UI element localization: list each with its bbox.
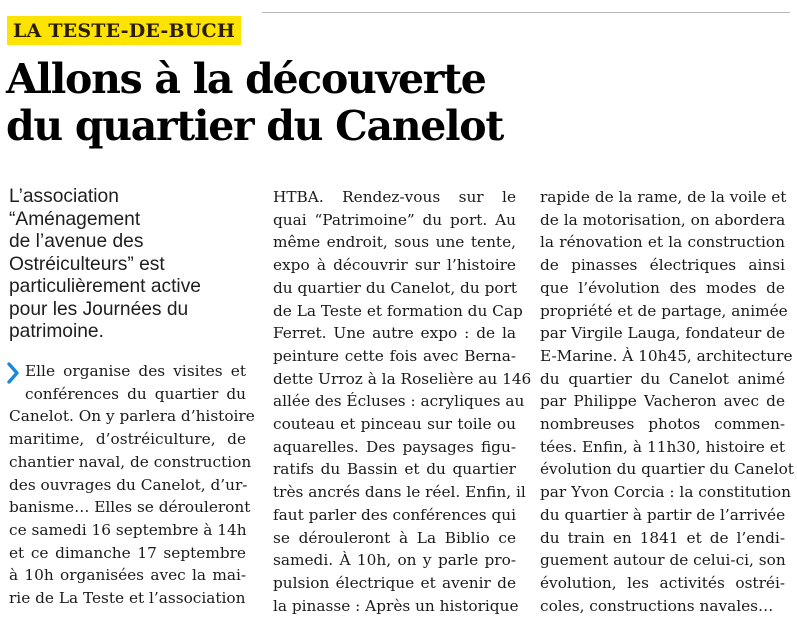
body-line: à 10h organisées avec la mai- [9,566,246,585]
headline-line: Allons à la découverte [6,55,486,103]
body-line: du quartier à partir de l’arrivée [540,505,786,524]
article-headline [6,56,791,150]
article-standfirst [9,186,259,344]
body-line: allée des Écluses : acryliques au [273,392,525,411]
standfirst-line: particulièrement active [9,276,201,297]
standfirst-line: L’association [9,186,119,207]
body-line: conférences du quartier du [25,384,246,403]
body-line: de La Teste et formation du Cap [273,301,523,320]
body-line: rie de La Teste et l’association [9,589,246,608]
body-line: très ancrés dans le réel. Enfin, il [273,483,526,502]
standfirst-line: patrimoine. [9,321,104,342]
body-line: nombreuses photos commen- [540,415,785,434]
body-line: peinture cette fois avec Berna- [273,346,516,365]
body-line: ce samedi 16 septembre à 14h [9,520,247,539]
body-line: par Yvon Corcia : la constitution [540,483,791,502]
body-line: Elle organise des visites et [25,362,246,380]
standfirst-line: “Aménagement [9,208,141,230]
body-line: des ouvrages du Canelot, d’ur- [9,475,248,494]
body-line: Ferret. Une autre expo : de la [273,324,516,343]
body-line: dette Urroz à la Roselière au 146 [273,369,532,388]
body-line: chantier naval, de construction [9,452,252,471]
body-line: HTBA. Rendez-vous sur le [273,188,516,206]
body-line: quai “Patrimoine” du port. Au [273,210,516,229]
body-line: de pinasses électriques ainsi [540,256,785,275]
body-line: propriété et de partage, animée [540,301,788,320]
body-line: évolution, les activités ostréi- [540,573,785,592]
body-line: de la motorisation, on abordera [540,210,786,229]
body-line: maritime, d’ostréiculture, de [9,430,246,449]
body-line: évolution du quartier du Canelot [540,460,794,479]
body-line: coles, constructions navales… [540,596,774,615]
body-line: la rénovation et la construction [540,233,785,252]
article-body-column-1 [9,360,255,610]
body-line: expo à découvrir sur l’histoire [273,256,516,275]
headline-line: du quartier du Canelot [6,102,503,150]
body-line: du train en 1841 et de l’endi- [540,528,785,547]
body-line: tées. Enfin, à 11h30, histoire et [540,437,785,456]
standfirst-line: Ostréiculteurs” est [9,253,165,275]
body-line: pulsion électrique et avenir de [273,573,516,592]
body-line: par Virgile Lauga, fondateur de [540,324,786,343]
body-line: guement autour de celui-ci, son [540,551,786,570]
body-line: aquarelles. Des paysages figu- [273,437,516,456]
body-line: du quartier du Canelot, du port [273,278,518,297]
body-line: banisme… Elles se dérouleront [9,498,251,517]
article-body-column-3 [540,186,794,617]
body-line: que l’évolution des modes de [540,278,785,297]
body-line: rapide de la rame, de la voile et [540,188,787,206]
body-line: faut parler des conférences qui [273,505,516,524]
body-line: et ce dimanche 17 septembre [9,543,246,562]
body-line: du quartier du Canelot animé [540,369,785,388]
top-divider [262,12,790,13]
body-line: se dérouleront à La Biblio ce [273,528,516,547]
body-line: Canelot. On y parlera d’histoire [9,407,255,426]
body-line: E-Marine. À 10h45, architecture [540,346,793,365]
body-line: couteau et pinceau sur toile ou [273,415,516,434]
body-line: ratifs du Bassin et du quartier [273,460,516,479]
section-kicker: LA TESTE-DE-BUCH [7,16,241,45]
standfirst-line: de l’avenue des [9,231,144,252]
article-body-column-2 [273,186,532,617]
body-line: la pinasse : Après un historique [273,596,519,615]
standfirst-line: pour les Journées du [9,298,189,320]
body-line: samedi. À 10h, on y parle pro- [273,551,516,570]
body-line: même endroit, sous une tente, [273,233,516,252]
body-line: par Philippe Vacheron avec de [540,392,785,411]
